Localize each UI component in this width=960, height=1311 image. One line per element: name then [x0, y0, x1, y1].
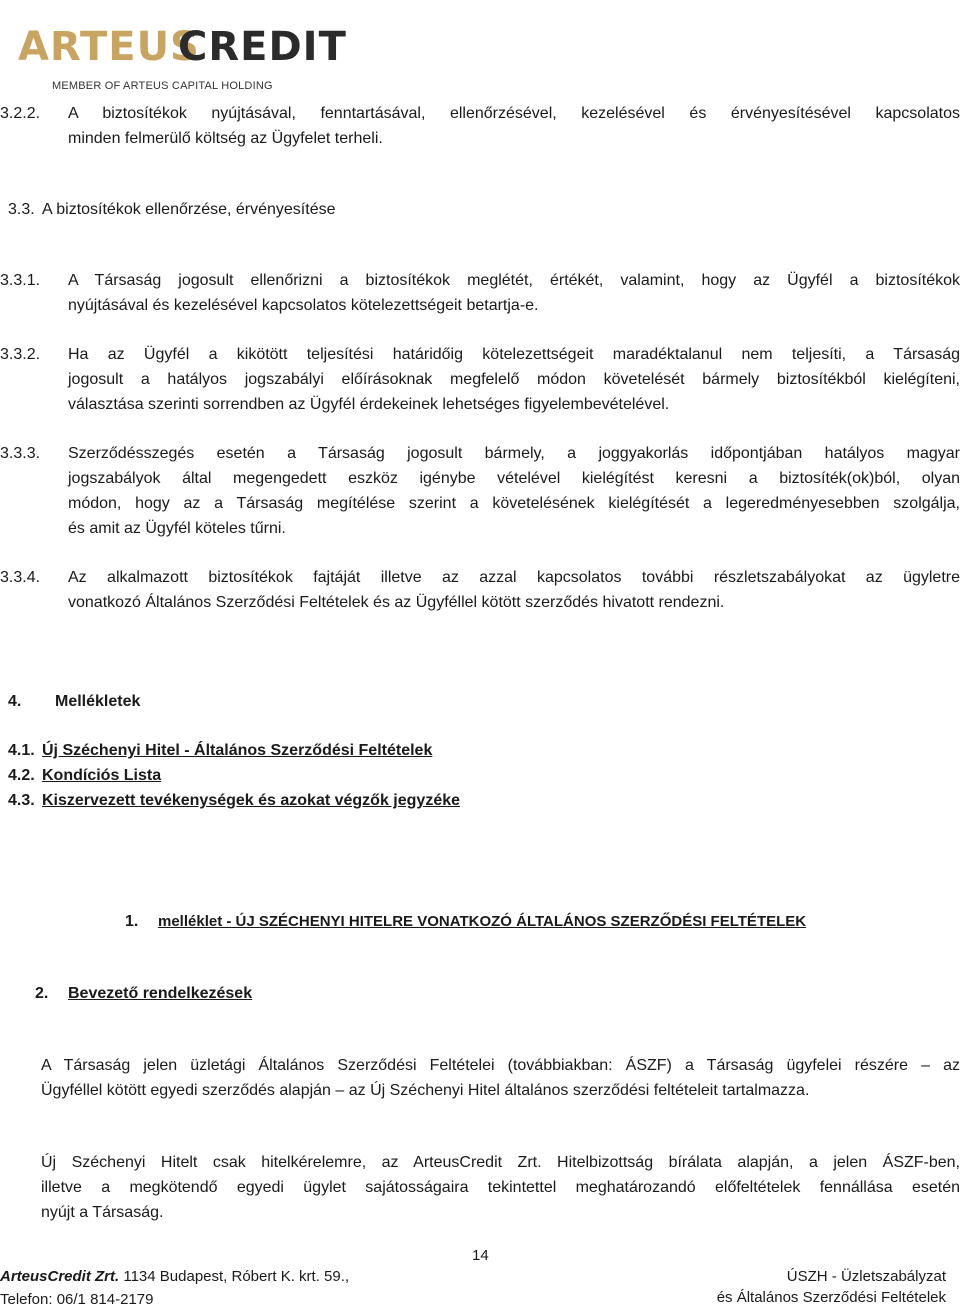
- footer-company-name: ArteusCredit Zrt.: [0, 1268, 120, 1285]
- section-4-number: 4.: [8, 693, 22, 710]
- section-3-2-2-number: 3.2.2.: [0, 105, 41, 122]
- attachment-4-2-number: 4.2.: [8, 767, 35, 784]
- footer-company: [0, 1266, 349, 1287]
- section-3-3-title: A biztosítékok ellenőrzése, érvényesítése: [42, 201, 336, 218]
- section-3-3-2-line3: választása szerinti sorrendben az Ügyfél érdekeinek lehetséges figyelembevételével.: [68, 396, 670, 413]
- logo-credit: CREDIT: [178, 24, 347, 70]
- attachment-4-3-number: 4.3.: [8, 792, 35, 809]
- attachment-4-1-number: 4.1.: [8, 742, 35, 759]
- section-3-3-1-number: 3.3.1.: [0, 272, 41, 289]
- section-3-3-3-line2: jogszabályok által megengedett eszköz igénybe vételével kielégítést keresni a biztosíték(ok)ból, olyan: [68, 470, 960, 487]
- logo-tagline: MEMBER OF ARTEUS CAPITAL HOLDING: [52, 80, 273, 92]
- section-2-number: 2.: [35, 985, 49, 1002]
- footer-doc-line1: ÚSZH - Üzletszabályzat: [786, 1268, 946, 1285]
- annex-1-title: melléklet - ÚJ SZÉCHENYI HITELRE VONATKOZÓ ÁLTALÁNOS SZERZŐDÉSI FELTÉTELEK: [158, 913, 807, 930]
- intro-paragraph-2-line3: nyújt a Társaság.: [41, 1204, 164, 1221]
- section-3-3-3-line1: Szerződésszegés esetén a Társaság jogosult bármely, a joggyakorlás időpontjában hatályos magyar: [68, 445, 960, 462]
- section-3-3-2-line2: jogosult a hatályos jogszabályi előírásoknak megfelelő módon követelését bármely biztosítékból kielégíteni,: [68, 371, 960, 388]
- section-3-3-3-line4: és amit az Ügyfél köteles tűrni.: [68, 520, 286, 537]
- attachment-4-2-link[interactable]: Kondíciós Lista: [42, 767, 162, 784]
- section-3-3-3-line3: módon, hogy az a Társaság megítélése szerint a követelésének kielégítését a legeredményesebben szolgálja,: [68, 495, 960, 512]
- section-4-title: Mellékletek: [55, 693, 141, 710]
- section-3-3-4-line2: vonatkozó Általános Szerződési Feltételek és az Ügyféllel kötött szerződés hivatott rendezni.: [68, 594, 725, 611]
- intro-paragraph-2-line1: Új Széchenyi Hitelt csak hitelkérelemre, az ArteusCredit Zrt. Hitelbizottság bírálata alapján, a jelen ÁSZF-ben,: [41, 1154, 960, 1171]
- section-3-3-4-line1: Az alkalmazott biztosítékok fajtáját illetve az azzal kapcsolatos további részletszabályokat az ügyletre: [68, 569, 960, 586]
- page-number: 14: [472, 1247, 489, 1264]
- section-2-title: Bevezető rendelkezések: [68, 985, 253, 1002]
- intro-paragraph-1-line1: A Társaság jelen üzletági Általános Szerződési Feltételei (továbbiakban: ÁSZF) a Társaság ügyfelei részére – az: [41, 1057, 960, 1074]
- logo-arteus: ARTEUS: [18, 24, 200, 70]
- section-3-3-3-number: 3.3.3.: [0, 445, 41, 462]
- attachment-4-3-link[interactable]: Kiszervezett tevékenységek és azokat végzők jegyzéke: [42, 792, 461, 809]
- footer-doc-line2: és Általános Szerződési Feltételek: [716, 1289, 946, 1306]
- section-3-2-2-line2: minden felmerülő költség az Ügyfelet terheli.: [68, 130, 383, 147]
- section-3-3-number: 3.3.: [8, 201, 35, 218]
- intro-paragraph-2-line2: illetve a megkötendő egyedi ügylet sajátosságaira tekintettel meghatározandó előfeltételek fennállása esetén: [41, 1179, 960, 1196]
- section-3-3-2-number: 3.3.2.: [0, 346, 41, 363]
- section-3-3-2-line1: Ha az Ügyfél a kikötött teljesítési határidőig kötelezettségeit maradéktalanul nem teljesíti, a Társaság: [68, 346, 960, 363]
- annex-1-number: 1.: [125, 913, 139, 930]
- company-logo: [18, 24, 347, 95]
- section-3-2-2-line1: A biztosítékok nyújtásával, fenntartásával, ellenőrzésével, kezelésével és érvényesítésével kapcsolatos: [68, 105, 960, 122]
- footer-phone: Telefon: 06/1 814-2179: [0, 1291, 154, 1308]
- section-3-3-4-number: 3.3.4.: [0, 569, 41, 586]
- intro-paragraph-1-line2: Ügyféllel kötött egyedi szerződés alapján – az Új Széchenyi Hitel általános szerződési feltételeit tartalmazza.: [41, 1082, 810, 1099]
- footer-address: 1134 Budapest, Róbert K. krt. 59.,: [123, 1268, 350, 1285]
- section-3-3-1-line2: nyújtásával és kezelésével kapcsolatos kötelezettségeit betartja-e.: [68, 297, 539, 314]
- section-3-3-1-line1: A Társaság jogosult ellenőrizni a biztosítékok meglétét, értékét, valamint, hogy az Ügyfél a biztosítékok: [68, 272, 960, 289]
- attachment-4-1-link[interactable]: Új Széchenyi Hitel - Általános Szerződési Feltételek: [42, 742, 433, 759]
- footer-doc-title: [717, 1266, 946, 1308]
